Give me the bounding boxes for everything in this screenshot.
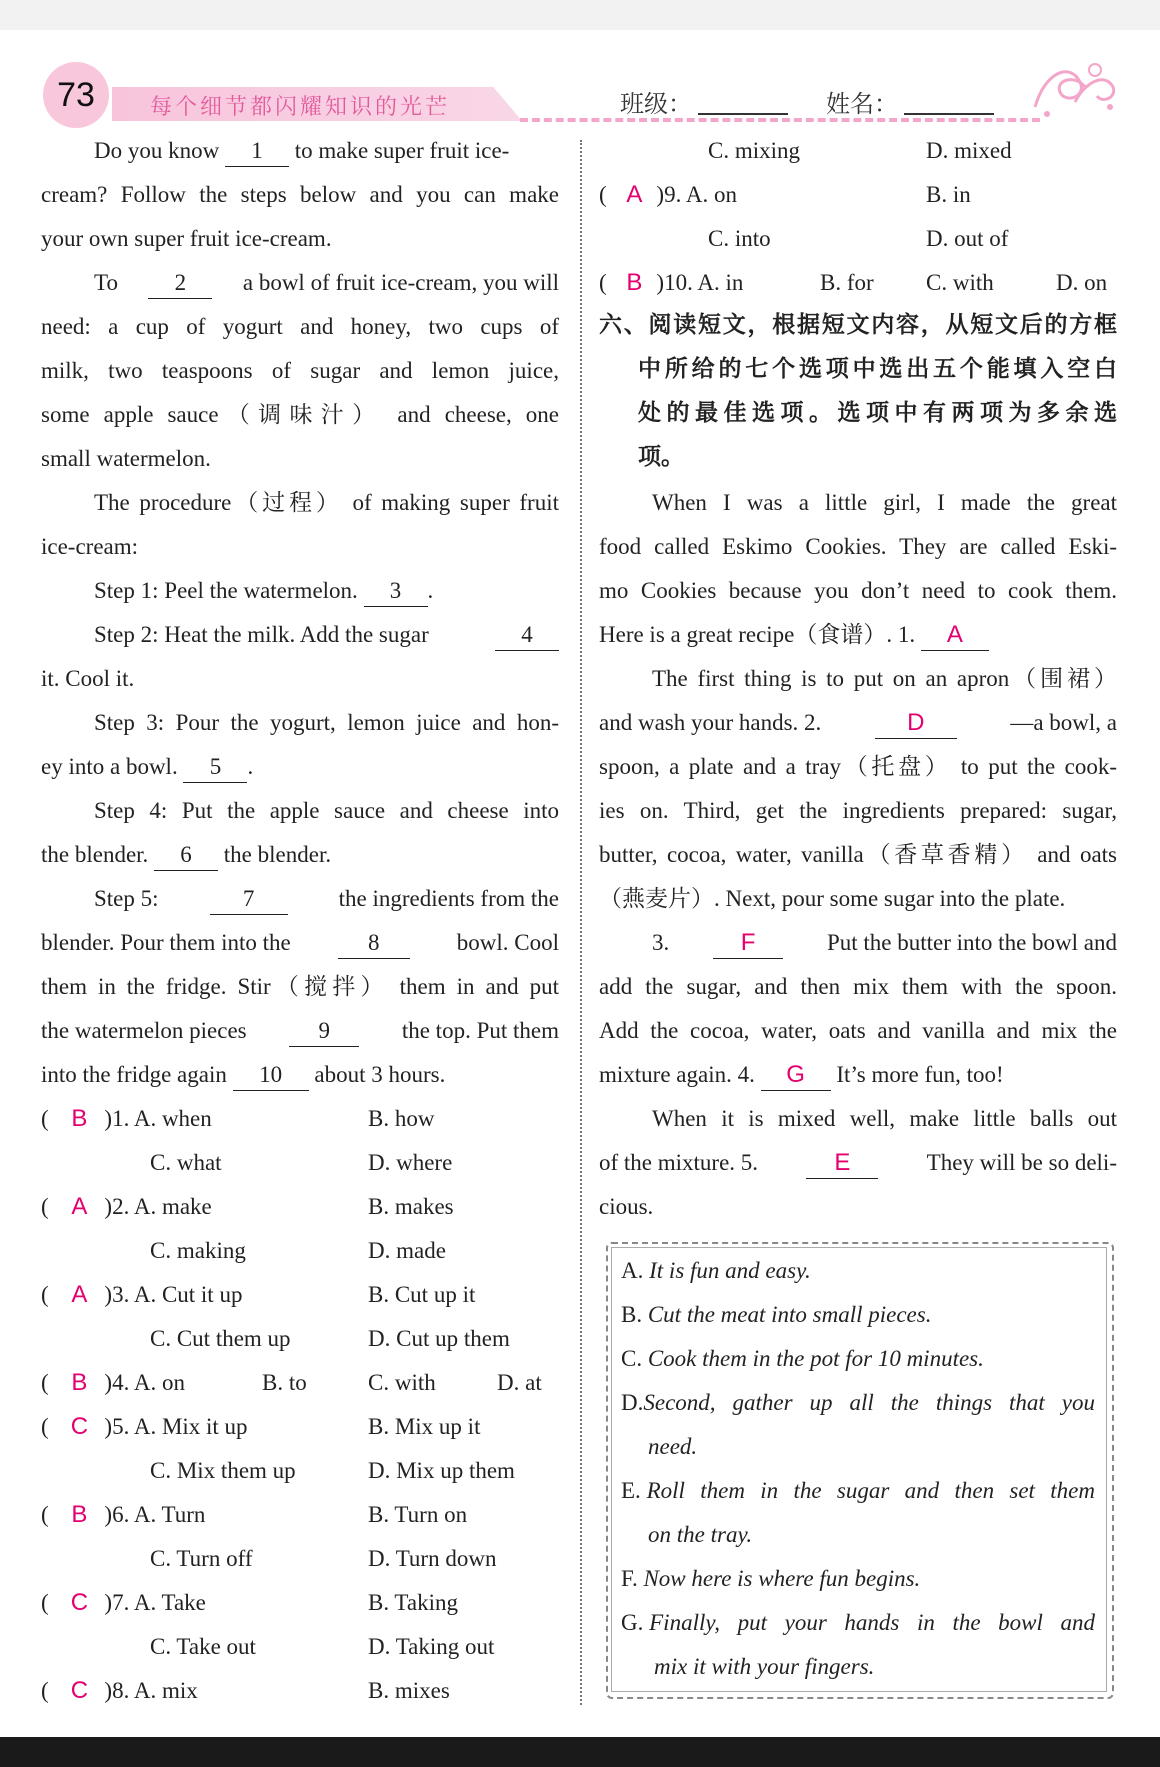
question-4: ( B )4. A. on — [41, 1369, 185, 1396]
option: D. made — [368, 1238, 446, 1263]
class-label: 班级： — [620, 90, 692, 118]
answer-mark: B — [626, 269, 643, 296]
option: C. Mix them up — [150, 1458, 296, 1483]
passage-line: food called Eskimo Cookies. They are called Eski- — [599, 534, 1117, 559]
question-5: ( C )5. A. Mix it up — [41, 1413, 248, 1440]
bottom-margin — [0, 1737, 1160, 1767]
page-number: 73 — [43, 62, 109, 128]
box-option-d-cont: need. — [648, 1434, 698, 1459]
blank-5: 5 — [183, 752, 247, 783]
passage-line: spoon, a plate and a tray（托盘） to put the cook- — [599, 754, 1117, 779]
option: B. how — [368, 1106, 435, 1131]
class-field[interactable] — [698, 113, 788, 115]
passage-line: cious. — [599, 1194, 654, 1219]
blank-3: 3 — [364, 576, 428, 607]
blank-7: 7 — [210, 884, 288, 915]
answer-blank-5: E — [806, 1148, 878, 1179]
answer-mark: B — [71, 1105, 88, 1132]
answer-mark: A — [71, 1193, 88, 1220]
name-label: 姓名： — [826, 90, 898, 118]
option: B. for — [820, 270, 874, 295]
question-8: ( C )8. A. mix — [41, 1677, 198, 1704]
option: D. where — [368, 1150, 453, 1175]
option: B. Taking — [368, 1590, 458, 1615]
option: D. on — [1056, 270, 1108, 295]
passage-line: butter, cocoa, water, vanilla（香草香精） and oats — [599, 842, 1117, 867]
option: D. at — [497, 1370, 542, 1395]
section-6-heading-line: 中所给的七个选项中选出五个能填入空白 — [638, 356, 1117, 382]
floral-ornament-icon — [1025, 52, 1120, 122]
question-6: ( B )6. A. Turn — [41, 1501, 206, 1528]
text-line: need: a cup of yogurt and honey, two cups of — [41, 314, 559, 339]
blank-9: 9 — [289, 1016, 359, 1047]
option: C. making — [150, 1238, 246, 1263]
text-line: ey into a bowl. 5 . — [41, 752, 253, 783]
blank-6: 6 — [154, 840, 218, 871]
box-option-g-cont: mix it with your fingers. — [654, 1654, 875, 1679]
passage-line: Add the cocoa, water, oats and vanilla and mix the — [599, 1018, 1117, 1043]
section-6-heading: 六、阅读短文，根据短文内容，从短文后的方框 — [599, 312, 1117, 338]
blank-2: 2 — [148, 268, 212, 299]
question-10: ( B )10. A. in — [599, 269, 744, 296]
section-6-heading-line: 处的最佳选项。选项中有两项为多余选 — [638, 400, 1117, 426]
box-option-e: E. Roll them in the sugar and then set them — [621, 1478, 1095, 1503]
passage-line: （燕麦片）. Next, pour some sugar into the plate. — [599, 886, 1066, 911]
answer-mark: B — [71, 1369, 88, 1396]
step-2: Step 2: Heat the milk. Add the sugar 4 — [94, 620, 559, 651]
option: C. with — [926, 270, 994, 295]
text-line: The procedure（过程） of making super fruit — [94, 490, 559, 515]
step-5: Step 5: 7 the ingredients from the — [94, 884, 559, 915]
text-line: into the fridge again 10 about 3 hours. — [41, 1060, 445, 1091]
step-1: Step 1: Peel the watermelon. 3 . — [94, 576, 433, 607]
blank-4: 4 — [495, 620, 559, 651]
option: B. Mix up it — [368, 1414, 481, 1439]
text-line: To 2 a bowl of fruit ice-cream, you will — [94, 268, 559, 299]
option: C. Take out — [150, 1634, 256, 1659]
box-option-g: G. Finally, put your hands in the bowl and — [621, 1610, 1095, 1635]
passage-line: Here is a great recipe（食谱）. 1. A — [599, 620, 989, 651]
box-option-e-cont: on the tray. — [648, 1522, 753, 1547]
step-3: Step 3: Pour the yogurt, lemon juice and hon- — [94, 710, 559, 735]
option: C. into — [708, 226, 771, 251]
option: B. mixes — [368, 1678, 450, 1703]
box-option-c: C. Cook them in the pot for 10 minutes. — [621, 1346, 984, 1371]
text-line: it. Cool it. — [41, 666, 135, 691]
box-option-d: D. Second, gather up all the things that you — [621, 1390, 1095, 1415]
header-dashed-line — [520, 118, 1040, 122]
option: D. mixed — [926, 138, 1012, 163]
option: D. Mix up them — [368, 1458, 515, 1483]
text-line: the blender. 6 the blender. — [41, 840, 331, 871]
passage-line: ies on. Third, get the ingredients prepared: sugar, — [599, 798, 1117, 823]
option: D. Cut up them — [368, 1326, 510, 1351]
passage-line: When I was a little girl, I made the great — [652, 490, 1117, 515]
answer-mark: C — [70, 1413, 89, 1440]
option: D. Turn down — [368, 1546, 497, 1571]
header-slogan: 每个细节都闪耀知识的光芒 — [150, 95, 451, 120]
box-option-f: F. Now here is where fun begins. — [621, 1566, 921, 1591]
option: C. what — [150, 1150, 222, 1175]
text-line: them in the fridge. Stir（搅拌） them in and put — [41, 974, 559, 999]
passage-line: mixture again. 4. G It’s more fun, too! — [599, 1060, 1004, 1091]
section-6-heading-line: 项。 — [638, 444, 684, 470]
option: B. makes — [368, 1194, 454, 1219]
question-7: ( C )7. A. Take — [41, 1589, 206, 1616]
passage-line: add the sugar, and then mix them with the spoon. — [599, 974, 1117, 999]
text-line: Do you know 1 to make super fruit ice- — [94, 136, 509, 167]
text-line: blender. Pour them into the 8 bowl. Cool — [41, 928, 559, 959]
answer-mark: C — [70, 1589, 89, 1616]
passage-line: and wash your hands. 2. D —a bowl, a — [599, 708, 1117, 739]
answer-mark: A — [71, 1281, 88, 1308]
passage-line: mo Cookies because you don’t need to cook them. — [599, 578, 1117, 603]
answer-blank-1: A — [921, 620, 989, 651]
blank-1: 1 — [225, 136, 289, 167]
answer-mark: C — [70, 1677, 89, 1704]
passage-line: When it is mixed well, make little balls out — [652, 1106, 1117, 1131]
passage-line: of the mixture. 5. E They will be so deli- — [599, 1148, 1117, 1179]
text-line: small watermelon. — [41, 446, 211, 471]
name-field[interactable] — [904, 113, 994, 115]
option: B. Cut up it — [368, 1282, 476, 1307]
option: D. out of — [926, 226, 1009, 251]
option: C. with — [368, 1370, 436, 1395]
column-divider — [580, 140, 582, 1705]
option: C. Turn off — [150, 1546, 253, 1571]
text-line: milk, two teaspoons of sugar and lemon juice, — [41, 358, 559, 383]
text-line: the watermelon pieces 9 the top. Put them — [41, 1016, 559, 1047]
top-margin — [0, 0, 1160, 30]
option: C. mixing — [708, 138, 801, 163]
option: B. Turn on — [368, 1502, 468, 1527]
passage-line: 3. F Put the butter into the bowl and — [652, 928, 1117, 959]
box-option-b: B. Cut the meat into small pieces. — [621, 1302, 932, 1327]
text-line: cream? Follow the steps below and you can make — [41, 182, 559, 207]
answer-blank-4: G — [761, 1060, 831, 1091]
question-1: ( B )1. A. when — [41, 1105, 212, 1132]
answer-blank-3: F — [713, 928, 783, 959]
answer-blank-2: D — [875, 708, 957, 739]
option: B. in — [926, 182, 971, 207]
option: C. Cut them up — [150, 1326, 291, 1351]
blank-8: 8 — [338, 928, 410, 959]
passage-line: The first thing is to put on an apron（围裙） — [652, 666, 1117, 691]
blank-10: 10 — [233, 1060, 309, 1091]
box-option-a: A. It is fun and easy. — [621, 1258, 811, 1283]
question-3: ( A )3. A. Cut it up — [41, 1281, 243, 1308]
option: D. Taking out — [368, 1634, 495, 1659]
answer-mark: A — [626, 181, 643, 208]
option: B. to — [262, 1370, 307, 1395]
question-2: ( A )2. A. make — [41, 1193, 212, 1220]
answer-mark: B — [71, 1501, 88, 1528]
text-line: your own super fruit ice-cream. — [41, 226, 332, 251]
text-line: some apple sauce（调味汁） and cheese, one — [41, 402, 559, 427]
question-9: ( A )9. A. on — [599, 181, 737, 208]
step-4: Step 4: Put the apple sauce and cheese into — [94, 798, 559, 823]
text-line: ice-cream: — [41, 534, 139, 559]
